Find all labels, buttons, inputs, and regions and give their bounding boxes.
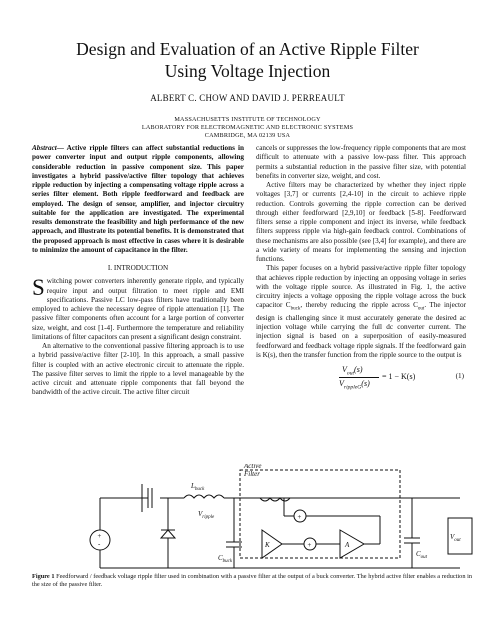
affiliation-line-3: CAMBRIDGE, MA 02139 USA <box>204 132 291 139</box>
abstract <box>32 144 244 255</box>
label-active: Active <box>244 464 262 470</box>
summer-top-plus: + <box>297 513 302 521</box>
source-plus: + <box>97 532 102 540</box>
label-a-block: A <box>345 541 350 549</box>
summer-bottom-plus: + <box>307 541 312 549</box>
caption-text: Feedforward / feedback voltage ripple filter used in combination with a passive filter at the output of a buck converter. The hybrid active filter enables a reduction in the size of the passive filter. <box>32 573 472 588</box>
right-paragraph-3 <box>256 264 466 360</box>
right-paragraph-2: Active filters may be characterized by whether they inject ripple voltages [3,7] or currents [2,4-10] in the circuit to achieve ripple reduction. Controls governing the ripple correction can be derived through either feedforward [2,9,10] or feedback [5-8]. Feedforward filters sense a ripple component and inject its inverse, while feedback filters suppress ripple via high-gain feedback control. Combinations of these mechanisms are also possible (see [3,4] for example), and there are a wide variety of means for implementing the sensing and injection functions. <box>256 181 466 263</box>
paper-title <box>0 38 495 82</box>
right-paragraph-3-b: , thereby reducing the ripple across C <box>300 301 418 310</box>
label-l-buck: $L_{buck}$ <box>191 482 205 492</box>
affiliation <box>0 116 495 140</box>
label-v-out: $V_{out}$ <box>450 533 461 543</box>
label-filter: Filter <box>244 470 260 478</box>
intro-paragraph-1 <box>32 277 244 342</box>
subscript-buck: buck <box>290 306 301 312</box>
title-line-2: Using Voltage Injection <box>164 61 331 81</box>
right-column <box>256 144 466 404</box>
equation-1 <box>256 363 466 401</box>
intro-paragraph-2: An alternative to the conventional passive filtering approach is to use a hybrid passive/active filter [2-10]. In this approach, a small passive filter is coupled with an active electronic circuit to attenuate the ripple. The passive filter serves to limit the ripple to a level manageable by the active circuit and attenuate ripple components that fall beyond the bandwidth of the active circuit. The active filter circuit <box>32 342 244 397</box>
label-c-buck: $C_{buck}$ <box>218 554 233 564</box>
source-minus: - <box>98 540 101 548</box>
label-k-block: K <box>265 541 270 549</box>
equation-number: (1) <box>455 372 464 381</box>
left-column <box>32 144 244 398</box>
right-paragraph-3-c: . The injector design is challenging since it must accurately generate the desired ac injection voltage while carrying the full dc converter current. The injection signal is based on a superposition of easily-measured feedforward and feedback voltage ripple signals. If the feedforward gain is K(s), then the transfer function from the ripple source to the output is <box>256 301 467 359</box>
subscript-out: out <box>417 306 425 312</box>
affiliation-line-1: MASSACHUSETTS INSTITUTE OF TECHNOLOGY <box>174 116 321 123</box>
right-paragraph-1: cancels or suppresses the low-frequency ripple components that are most difficult to attenuate with a passive low-pass filter. This approach permits a substantial reduction in the passive filter size, with potential benefits in converter size, weight, and cost. <box>256 144 466 180</box>
intro-paragraph-1-text: witching power converters inherently generate ripple, and typically require input and output filtration to meet ripple and EMI specifications. Passive LC low-pass filters have traditionally been employed to achieve the necessary degree of ripple attenuation [1]. The passive filter components often account for a large portion of converter size, weight, and cost [1-4]. Furthermore the temperature and reliability limitations of filter capacitors can present a significant design constraint. <box>32 277 244 341</box>
figure-caption <box>32 573 472 589</box>
drop-cap: S <box>32 275 45 301</box>
authors: ALBERT C. CHOW AND DAVID J. PERREAULT <box>150 93 345 103</box>
right-paragraph-3-a: This paper focuses on a hybrid passive/active ripple filter topology that achieves ripple reduction by injecting an opposing voltage in series with the voltage ripple source. As illustrated in Fig. 1, the active circuitry injects a voltage opposing the ripple voltage across the buck capacitor C <box>256 264 466 310</box>
equation-numerator: $V_{out}(s)$ <box>342 365 363 377</box>
circuit-figure <box>88 464 474 580</box>
equation-denominator: $V_{rippleG}(s)$ <box>339 379 370 391</box>
title-line-1: Design and Evaluation of an Active Ripple Filter <box>76 39 419 59</box>
fraction-bar <box>339 377 379 378</box>
caption-label: Figure 1 <box>32 573 55 580</box>
abstract-label: Abstract— <box>32 144 64 152</box>
affiliation-line-2: LABORATORY FOR ELECTROMAGNETIC AND ELECTRONIC SYSTEMS <box>141 124 354 131</box>
equation-rhs: = 1 − K(s) <box>382 372 416 382</box>
section-heading: I. INTRODUCTION <box>107 264 169 272</box>
label-v-ripple: $V_{ripple}$ <box>198 510 215 520</box>
abstract-text: Active ripple filters can affect substantial reductions in power converter input and output ripple components, allowing considerable reduction in passive component size. This paper investigates a hybrid passive/active filter topology that achieves ripple reduction by injecting a compensating voltage ripple across a series filter element. Both ripple feedforward and feedback are employed. The design of sensor, amplifier, and injector circuitry suitable for the application are investigated. The experimental results demonstrate the feasibility and high performance of the new approach, and illustrate its potential benefits. It is demonstrated that the proposed approach is most effective in cases where it is desirable to minimize the amount of capacitance in the filter. <box>32 144 244 254</box>
label-c-out: $C_{out}$ <box>416 550 428 560</box>
